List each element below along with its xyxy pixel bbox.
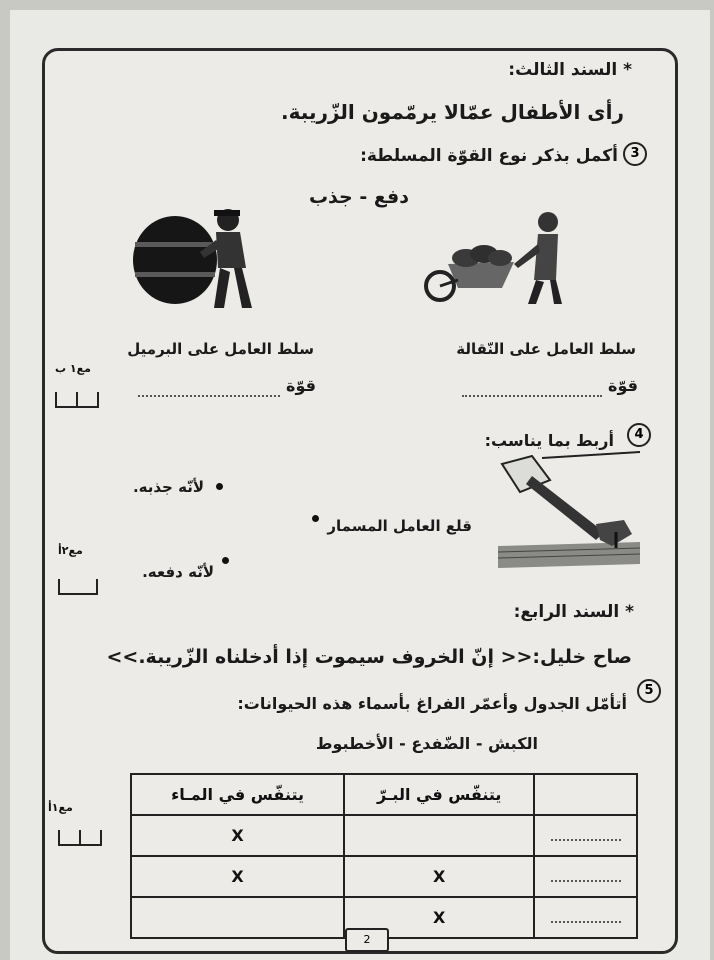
land-cell: X xyxy=(344,897,534,938)
score-boxes-4 xyxy=(58,579,98,595)
question-3-text: أكمل بذكر نوع القوّة المسلطة: xyxy=(360,146,618,166)
match-option-pushed: لأنّه دفعه. xyxy=(142,563,214,581)
section3-sentence: رأى الأطفال عمّالا يرمّمون الزّريبة. xyxy=(281,100,624,124)
section4-heading: * السند الرابع: xyxy=(513,602,634,622)
breathing-table xyxy=(130,773,638,939)
animal-blank[interactable] xyxy=(534,815,637,856)
worker-wheelbarrow-image xyxy=(418,202,578,310)
criteria-label-4: مع٢أ xyxy=(58,544,83,557)
land-cell xyxy=(344,815,534,856)
force-label-barrel: قوّة xyxy=(286,376,316,395)
match-dot-center[interactable] xyxy=(312,515,319,522)
animal-blank[interactable] xyxy=(534,856,637,897)
question-5-text: أتأمّل الجدول وأعمّر الفراغ بأسماء هذه الحيوانات: xyxy=(237,694,627,713)
worker-pulling-nail-image xyxy=(492,450,642,568)
land-cell: X xyxy=(344,856,534,897)
match-dot-pulled[interactable] xyxy=(216,483,223,490)
worker-pushing-barrel-image xyxy=(130,202,260,314)
caption-barrel: سلط العامل على البرميل xyxy=(127,340,314,358)
question-number-3: 3 xyxy=(623,142,647,166)
question-number-4: 4 xyxy=(627,423,651,447)
table-row xyxy=(131,856,637,897)
answer-line-barrel[interactable] xyxy=(138,395,280,397)
header-land: يتنفّس في البـرّ xyxy=(344,774,534,815)
table-row xyxy=(131,815,637,856)
water-cell: X xyxy=(131,815,344,856)
animal-list: الكبش - الضّفدع - الأخطبوط xyxy=(315,734,538,753)
question-number-5: 5 xyxy=(637,679,661,703)
question-4-text: أربط بما يناسب: xyxy=(484,431,614,450)
match-center-statement: قلع العامل المسمار xyxy=(327,517,472,535)
section4-quote: صاح خليل:<< إنّ الخروف سيموت إذا أدخلناه الزّريبة.>> xyxy=(106,646,632,668)
table-header-row xyxy=(131,774,637,815)
word-bank: دفع - جذب xyxy=(308,186,409,208)
header-animal-name xyxy=(534,774,637,815)
animal-blank[interactable] xyxy=(534,897,637,938)
header-water: يتنفّس في المـاء xyxy=(131,774,344,815)
match-option-pulled: لأنّه جذبه. xyxy=(132,478,204,496)
water-cell xyxy=(131,897,344,938)
score-boxes-3 xyxy=(55,392,99,408)
criteria-label-5: مع١أ xyxy=(48,801,73,814)
section3-heading: * السند الثالث: xyxy=(508,60,632,80)
page-number: 2 xyxy=(345,928,389,952)
match-dot-pushed[interactable] xyxy=(222,557,229,564)
answer-line-wheelbarrow[interactable] xyxy=(462,395,602,397)
water-cell: X xyxy=(131,856,344,897)
criteria-label-3: مع١ ب xyxy=(55,362,91,375)
caption-wheelbarrow: سلط العامل على النّقالة xyxy=(456,340,636,358)
force-label-wheelbarrow: قوّة xyxy=(608,376,638,395)
score-boxes-5 xyxy=(58,830,102,846)
